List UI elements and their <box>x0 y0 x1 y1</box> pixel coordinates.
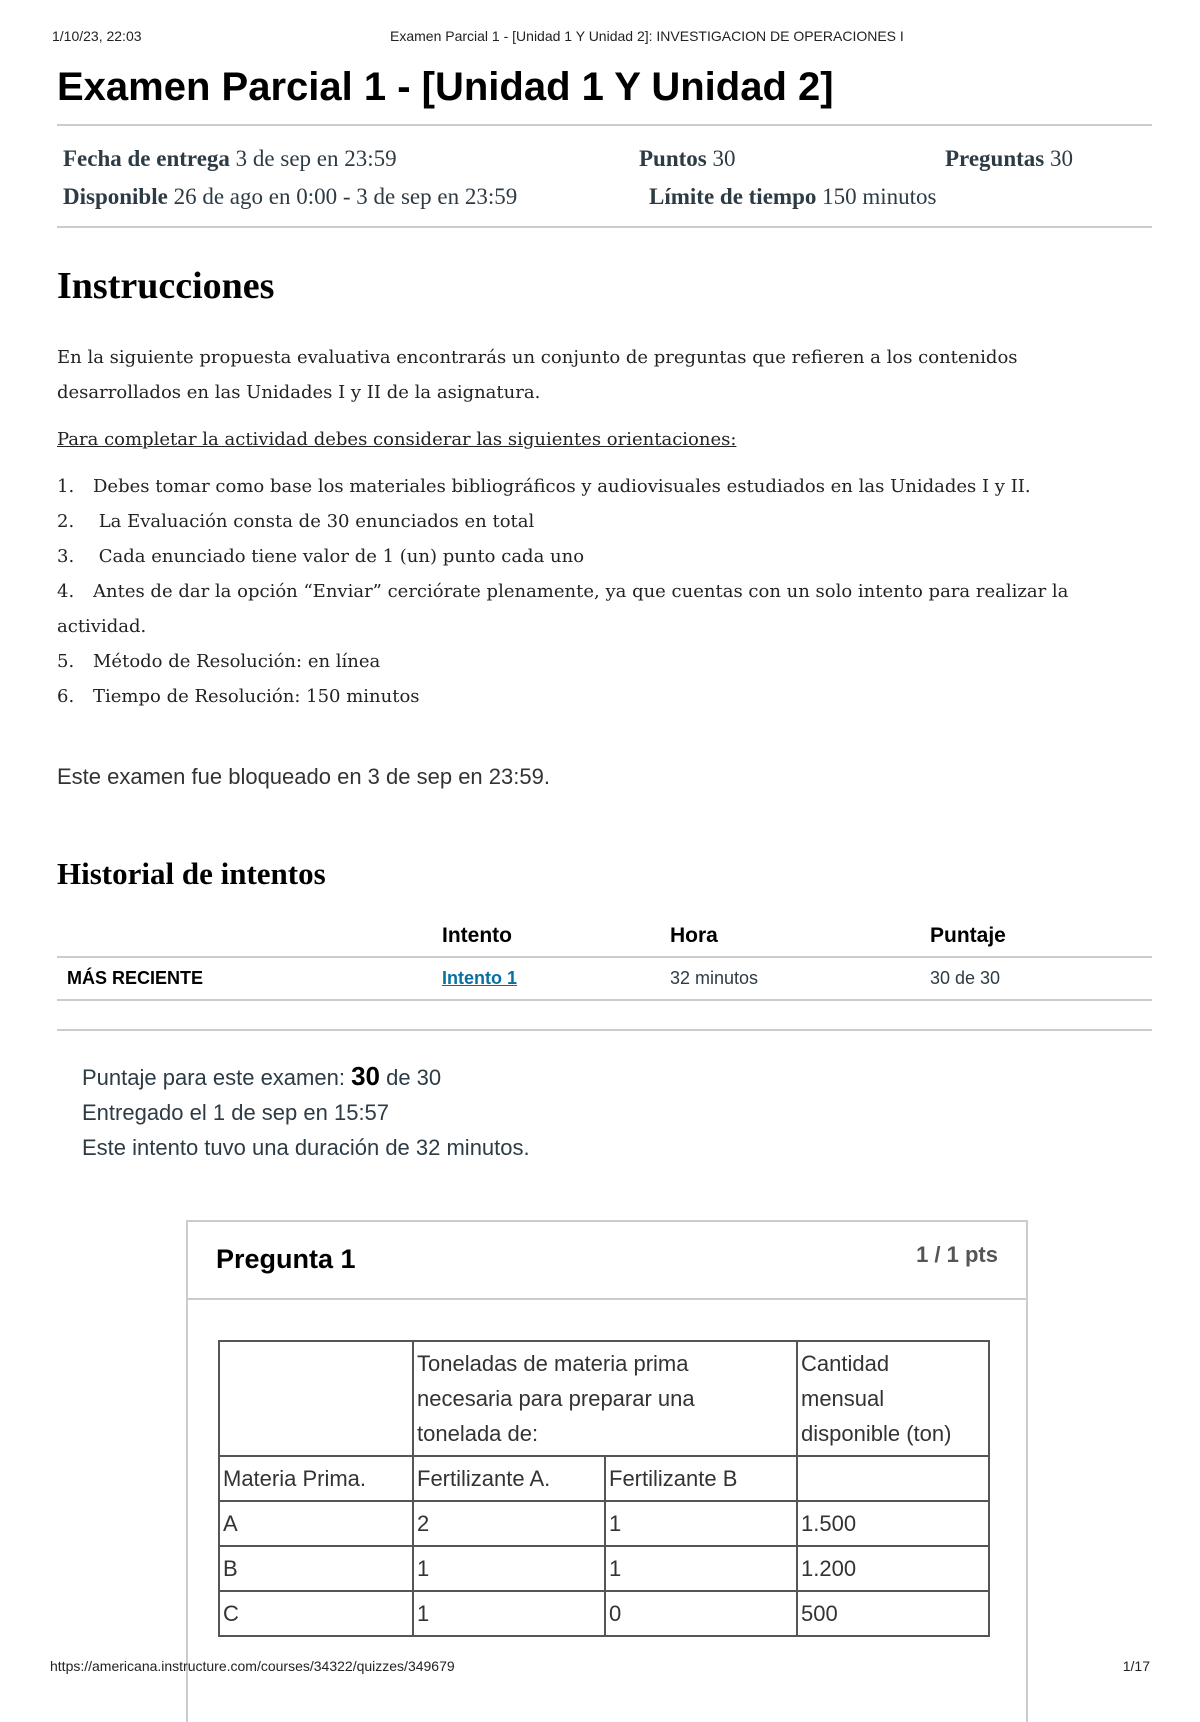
header-text: mensual <box>801 1386 885 1411</box>
print-date: 1/10/23, 22:03 <box>52 28 142 44</box>
item-number: 4. <box>57 581 75 602</box>
main-content <box>57 60 1152 1165</box>
table-cell: 1.500 <box>797 1501 989 1546</box>
intro-line: desarrollados en las Unidades I y II de la asignatura. <box>57 382 541 403</box>
questions-value: 30 <box>1050 146 1073 171</box>
history-heading: Historial de intentos <box>57 856 326 891</box>
available-value: 26 de ago en 0:00 - 3 de sep en 23:59 <box>173 184 518 209</box>
instructions-intro <box>57 340 1152 410</box>
attempt-cell <box>442 957 670 1000</box>
page-title: Examen Parcial 1 - [Unidad 1 Y Unidad 2] <box>57 65 834 109</box>
table-cell: 1.200 <box>797 1546 989 1591</box>
quiz-meta <box>57 126 1152 226</box>
list-item-continuation <box>57 609 1152 644</box>
table-cell <box>797 1456 989 1501</box>
header-text: Cantidad <box>801 1351 890 1376</box>
item-text: actividad. <box>57 616 147 637</box>
list-item <box>57 469 1152 504</box>
table-cell: Materia Prima. <box>219 1456 413 1501</box>
item-text: Cada enunciado tiene valor de 1 (un) punto cada uno <box>93 546 585 567</box>
instructions-heading: Instrucciones <box>57 265 275 307</box>
table-cell: Fertilizante B <box>605 1456 797 1501</box>
table-row <box>219 1341 989 1456</box>
due-date <box>63 146 397 172</box>
header-text: disponible (ton) <box>801 1421 952 1446</box>
list-item <box>57 504 1152 539</box>
header-text: Toneladas de materia prima <box>417 1351 689 1376</box>
table-cell: 1 <box>605 1501 797 1546</box>
table-row <box>219 1591 989 1636</box>
time-limit <box>649 184 936 210</box>
score-value: 30 <box>351 1061 380 1091</box>
time-limit-label: Límite de tiempo <box>649 184 817 209</box>
list-item <box>57 644 1152 679</box>
print-title: Examen Parcial 1 - [Unidad 1 Y Unidad 2]: INVESTIGACION DE OPERACIONES I <box>390 28 904 44</box>
print-header <box>52 28 1070 48</box>
divider <box>57 1029 1152 1031</box>
score-summary <box>82 1059 1152 1165</box>
table-cell <box>219 1341 413 1456</box>
page-number: 1/17 <box>1122 1658 1150 1674</box>
table-cell: 500 <box>797 1591 989 1636</box>
item-number: 5. <box>57 651 75 672</box>
list-item <box>57 679 1152 714</box>
score-suffix: de 30 <box>379 1065 442 1090</box>
item-text: Tiempo de Resolución: 150 minutos <box>93 686 420 707</box>
score-cell: 30 de 30 <box>930 957 1152 1000</box>
table-cell <box>797 1341 989 1456</box>
column-header <box>57 918 442 957</box>
column-header: Hora <box>670 918 930 957</box>
score-prefix: Puntaje para este examen: <box>82 1065 352 1090</box>
availability <box>63 184 517 210</box>
print-url: https://americana.instructure.com/courses/34322/quizzes/349679 <box>50 1658 455 1674</box>
header-text: necesaria para preparar una <box>417 1386 695 1411</box>
print-footer <box>50 1658 1150 1678</box>
list-item <box>57 539 1152 574</box>
attempt-history-table <box>57 918 1152 1001</box>
item-text: Antes de dar la opción “Enviar” cerciórate plenamente, ya que cuentas con un solo intento para realizar la <box>93 581 1069 602</box>
table-cell: 1 <box>413 1591 605 1636</box>
time-limit-value: 150 minutos <box>822 184 937 209</box>
question-points: 1 / 1 pts <box>916 1242 998 1267</box>
question-header <box>188 1222 1026 1300</box>
table-cell: 2 <box>413 1501 605 1546</box>
table-cell: Fertilizante A. <box>413 1456 605 1501</box>
time-cell: 32 minutos <box>670 957 930 1000</box>
table-cell: 1 <box>413 1546 605 1591</box>
question-title: Pregunta 1 <box>216 1244 356 1274</box>
table-cell: A <box>219 1501 413 1546</box>
column-header: Puntaje <box>930 918 1152 957</box>
item-text: Debes tomar como base los materiales bibliográficos y audiovisuales estudiados en las Unidades I y II. <box>93 476 1031 497</box>
item-number: 1. <box>57 476 75 497</box>
question-card <box>186 1220 1028 1722</box>
due-value: 3 de sep en 23:59 <box>235 146 397 171</box>
list-item <box>57 574 1152 609</box>
score-line <box>82 1059 1152 1095</box>
questions-count <box>945 146 1073 172</box>
duration-line: Este intento tuvo una duración de 32 minutos. <box>82 1135 530 1160</box>
due-label: Fecha de entrega <box>63 146 230 171</box>
submitted-line: Entregado el 1 de sep en 15:57 <box>82 1100 390 1125</box>
item-text: La Evaluación consta de 30 enunciados en total <box>93 511 535 532</box>
intro-line: En la siguiente propuesta evaluativa encontrarás un conjunto de preguntas que refieren a los contenidos <box>57 347 1018 368</box>
questions-label: Preguntas <box>945 146 1045 171</box>
points <box>639 146 736 172</box>
question-data-table <box>218 1340 990 1637</box>
table-row <box>219 1501 989 1546</box>
locked-notice: Este examen fue bloqueado en 3 de sep en 23:59. <box>57 764 550 789</box>
table-cell: 1 <box>605 1546 797 1591</box>
item-number: 2. <box>57 511 75 532</box>
table-row <box>219 1456 989 1501</box>
column-header: Intento <box>442 918 670 957</box>
points-label: Puntos <box>639 146 707 171</box>
header-text: tonelada de: <box>417 1421 539 1446</box>
table-cell: 0 <box>605 1591 797 1636</box>
item-text: Método de Resolución: en línea <box>93 651 381 672</box>
orientations-heading: Para completar la actividad debes considerar las siguientes orientaciones: <box>57 429 737 450</box>
table-cell: C <box>219 1591 413 1636</box>
points-value: 30 <box>712 146 736 171</box>
table-cell: B <box>219 1546 413 1591</box>
available-label: Disponible <box>63 184 168 209</box>
orientations-list <box>57 469 1152 714</box>
table-cell <box>413 1341 797 1456</box>
item-number: 6. <box>57 686 75 707</box>
table-row <box>219 1546 989 1591</box>
most-recent-label: MÁS RECIENTE <box>57 957 442 1000</box>
attempt-link[interactable]: Intento 1 <box>442 968 517 988</box>
divider <box>57 226 1152 228</box>
item-number: 3. <box>57 546 75 567</box>
table-row <box>57 957 1152 1000</box>
